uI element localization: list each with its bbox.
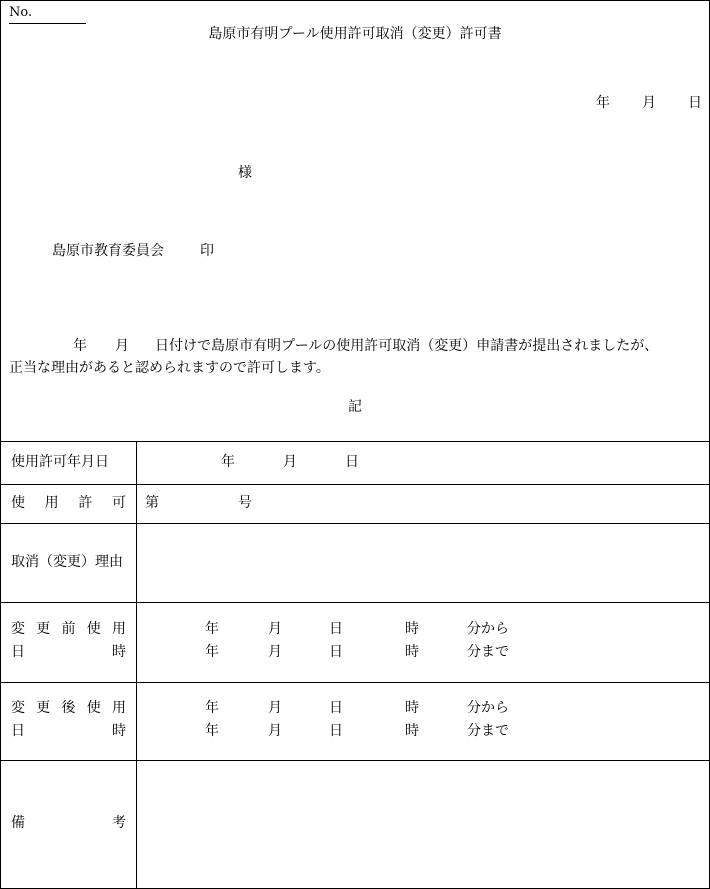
table-column-divider xyxy=(136,441,137,889)
after-from-hour: 時 xyxy=(405,700,419,716)
after-label-line1 xyxy=(11,701,126,715)
after-label-line2 xyxy=(11,724,126,738)
before-to-hour: 時 xyxy=(405,644,419,660)
body-line2: 正当な理由があると認められますので許可します。 xyxy=(9,360,330,376)
after-from-year: 年 xyxy=(205,700,219,716)
table-rule xyxy=(0,523,710,524)
body-month: 月 xyxy=(115,338,129,354)
issuer-seal: 印 xyxy=(200,243,214,259)
label-char: 使 xyxy=(86,700,101,716)
permit-date-label: 使用許可年月日 xyxy=(11,454,109,470)
document-number: No. xyxy=(9,6,86,24)
issuer-name: 島原市教育委員会 xyxy=(52,243,164,259)
label-char: 可 xyxy=(111,495,126,511)
before-from-tail: 分から xyxy=(467,621,509,637)
table-rule xyxy=(0,602,710,603)
label-char: 備 xyxy=(11,815,25,831)
after-from-tail: 分から xyxy=(467,700,509,716)
before-to-day: 日 xyxy=(329,644,343,660)
after-from-month: 月 xyxy=(268,700,282,716)
after-to-hour: 時 xyxy=(405,723,419,739)
table-rule xyxy=(0,441,710,442)
after-to-tail: 分まで xyxy=(467,723,509,739)
after-from-day: 日 xyxy=(329,700,343,716)
body-year: 年 xyxy=(73,338,87,354)
label-char: 考 xyxy=(112,815,126,831)
document-title: 島原市有明プール使用許可取消（変更）許可書 xyxy=(208,26,502,42)
table-rule xyxy=(0,484,710,485)
issue-date-month: 月 xyxy=(642,95,656,111)
issue-date-day: 日 xyxy=(688,95,702,111)
before-to-year: 年 xyxy=(205,644,219,660)
before-from-hour: 時 xyxy=(405,621,419,637)
label-char: 変 xyxy=(11,700,25,716)
after-to-year: 年 xyxy=(205,723,219,739)
label-char: 更 xyxy=(36,700,51,716)
label-char: 使 xyxy=(86,621,101,637)
recipient-honorific: 様 xyxy=(238,165,252,181)
before-from-year: 年 xyxy=(205,621,219,637)
label-char: 前 xyxy=(61,621,76,637)
label-char: 時 xyxy=(112,723,126,739)
issue-date-year: 年 xyxy=(596,95,610,111)
before-label-line2 xyxy=(11,645,126,659)
body-line1-text: 日付けで島原市有明プールの使用許可取消（変更）申請書が提出されましたが、 xyxy=(155,338,659,354)
table-rule xyxy=(0,682,710,683)
after-to-month: 月 xyxy=(268,723,282,739)
label-char: 許 xyxy=(78,495,93,511)
label-char: 更 xyxy=(36,621,51,637)
remarks-label xyxy=(11,816,126,830)
label-char: 用 xyxy=(112,621,126,637)
label-char: 使 xyxy=(11,495,25,511)
after-to-day: 日 xyxy=(329,723,343,739)
label-char: 変 xyxy=(11,621,25,637)
before-to-month: 月 xyxy=(268,644,282,660)
permit-number-label xyxy=(11,496,126,510)
label-char: 用 xyxy=(112,700,126,716)
before-label-line1 xyxy=(11,622,126,636)
permit-number-suffix: 号 xyxy=(238,495,252,511)
permit-number-prefix: 第 xyxy=(145,495,159,511)
label-char: 日 xyxy=(11,644,25,660)
table-rule xyxy=(0,760,710,761)
ki-heading: 記 xyxy=(348,399,362,415)
permit-date-month: 月 xyxy=(283,454,297,470)
label-char: 後 xyxy=(61,700,76,716)
label-char: 用 xyxy=(44,495,59,511)
reason-label: 取消（変更）理由 xyxy=(11,554,123,570)
label-char: 時 xyxy=(112,644,126,660)
permit-date-year: 年 xyxy=(221,454,235,470)
label-char: 日 xyxy=(11,723,25,739)
before-from-day: 日 xyxy=(329,621,343,637)
permit-date-day: 日 xyxy=(345,454,359,470)
before-to-tail: 分まで xyxy=(467,644,509,660)
before-from-month: 月 xyxy=(268,621,282,637)
